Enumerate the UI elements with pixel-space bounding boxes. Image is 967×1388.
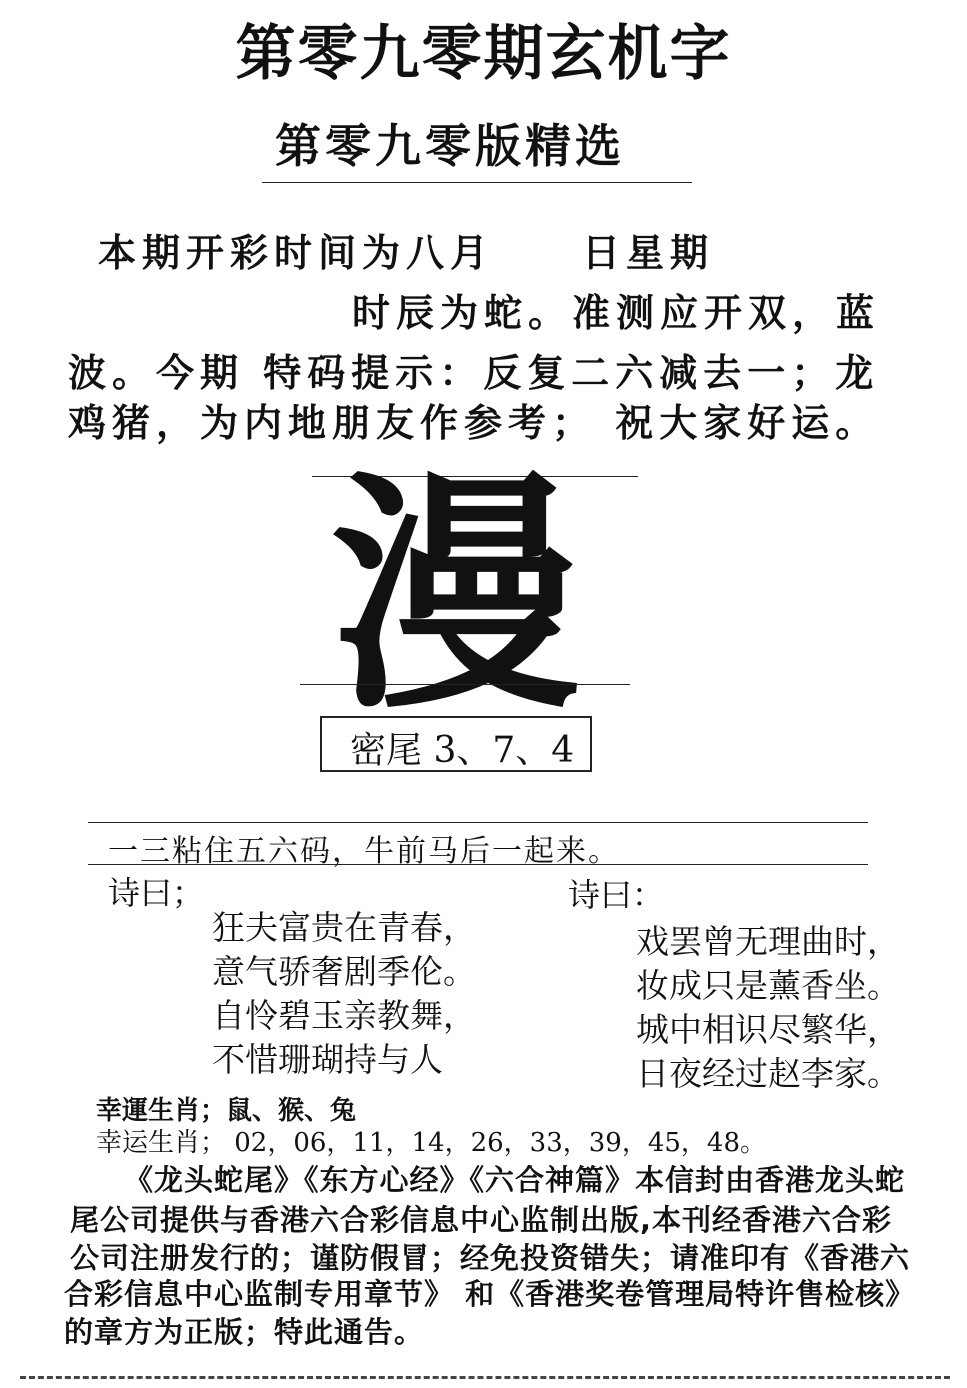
slogan-text: 一三粘住五六码，牛前马后一起来。 (108, 834, 620, 869)
notice-line-1: 《龙头蛇尾》《东方心经》《六合神篇》本信封由香港龙头蛇 (124, 1163, 906, 1197)
poem-right-line: 日夜经过赵李家。 (636, 1054, 900, 1093)
poem-right-line: 城中相识尽繁华， (636, 1010, 900, 1049)
notice-line-2: 尾公司提供与香港六合彩信息中心监制出版,本刊经香港六合彩 (70, 1203, 893, 1237)
notice-line-4: 合彩信息中心监制专用章节》 和《香港奖卷管理局特许售检核》 (64, 1277, 916, 1311)
subtitle-underline (262, 182, 692, 183)
intro-line-4: 鸡猪，为内地朋友作参考； 祝大家好运。 (68, 401, 880, 445)
poem-left (212, 906, 476, 1082)
feature-big-character: 漫 (330, 448, 580, 742)
intro-line-3: 波。今期 特码提示：反复二六减去一；龙 (68, 351, 880, 395)
poem-right-heading: 诗曰： (568, 876, 665, 914)
notice-line-5: 的章方为正版；特此通告。 (64, 1315, 425, 1349)
page-subtitle: 第零九零版精选 (275, 119, 625, 173)
lucky-numbers: 幸运生肖； 02，06，11，14，26，33，39，45，48。 (96, 1128, 767, 1158)
poem-left-line: 狂夫富贵在青春， (212, 908, 476, 947)
slogan-bottom-rule (88, 864, 868, 865)
poem-left-line: 不惜珊瑚持与人 (212, 1040, 443, 1079)
mi-wei-text: 密尾 3、7、4 (350, 730, 575, 771)
slogan-top-rule (88, 822, 868, 823)
feature-bottom-rule (300, 684, 630, 685)
poem-right-line: 戏罢曾无理曲时， (636, 922, 900, 961)
page-bottom-edge (20, 1376, 950, 1379)
page-title: 第零九零期玄机字 (235, 19, 732, 89)
notice-line-3: 公司注册发行的；谨防假冒；经免投资错失；请准印有《香港六 (70, 1241, 911, 1275)
poem-left-line: 自怜碧玉亲教舞， (212, 996, 476, 1035)
lucky-zodiac: 幸運生肖；鼠、猴、兔 (96, 1096, 357, 1126)
poem-left-heading: 诗曰； (108, 874, 205, 912)
intro-line-1: 本期开彩时间为八月 日星期 (98, 231, 715, 275)
poem-right (636, 920, 900, 1096)
poem-right-line: 妆成只是薰香坐。 (636, 966, 900, 1005)
poem-left-line: 意气骄奢剧季伦。 (212, 952, 476, 991)
intro-line-2: 时辰为蛇。准测应开双，蓝 (352, 291, 881, 335)
